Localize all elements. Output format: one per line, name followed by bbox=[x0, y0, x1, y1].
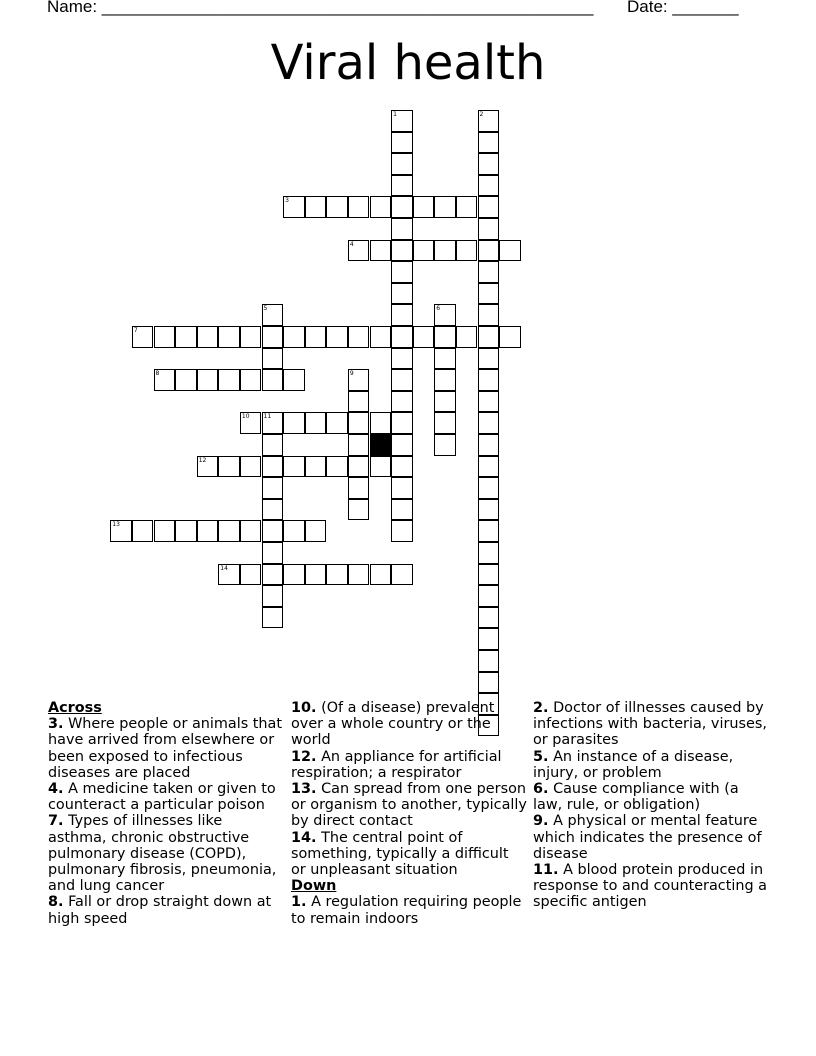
clue-text: Doctor of illnesses caused by infections with bacteria, viruses, or parasites bbox=[533, 700, 767, 749]
clue-down-2 bbox=[533, 700, 769, 749]
grid-cell[interactable] bbox=[218, 520, 240, 542]
grid-cell[interactable] bbox=[478, 456, 500, 478]
clue-text: A regulation requiring people to remain indoors bbox=[291, 894, 522, 927]
grid-cell[interactable] bbox=[262, 369, 284, 391]
grid-cell[interactable] bbox=[348, 499, 370, 521]
grid-cell[interactable] bbox=[499, 240, 521, 262]
grid-cell[interactable] bbox=[391, 240, 413, 262]
clue-across-4 bbox=[48, 781, 284, 813]
grid-cell[interactable] bbox=[391, 348, 413, 370]
date-field[interactable]: Date: _______ bbox=[627, 0, 739, 16]
grid-cell[interactable] bbox=[240, 412, 262, 434]
clue-across-12 bbox=[291, 749, 527, 781]
grid-cell[interactable] bbox=[391, 564, 413, 586]
grid-cell[interactable] bbox=[262, 607, 284, 629]
grid-cell[interactable] bbox=[305, 196, 327, 218]
grid-cell[interactable] bbox=[262, 456, 284, 478]
grid-cell[interactable] bbox=[391, 499, 413, 521]
grid-cell[interactable] bbox=[305, 564, 327, 586]
grid-cell[interactable] bbox=[110, 520, 132, 542]
grid-cell[interactable] bbox=[348, 240, 370, 262]
clue-text: Types of illnesses like asthma, chronic obstructive pulmonary disease (COPD), pulmonary fibrosis, pneumonia, and lung cancer bbox=[48, 813, 277, 895]
grid-cell[interactable] bbox=[478, 283, 500, 305]
grid-cell[interactable] bbox=[391, 110, 413, 132]
grid-cell[interactable] bbox=[478, 240, 500, 262]
grid-cell[interactable] bbox=[391, 412, 413, 434]
page-title: Viral health bbox=[270, 35, 546, 91]
cell-number: 4 bbox=[349, 240, 354, 248]
grid-cell[interactable] bbox=[478, 499, 500, 521]
grid-cell[interactable] bbox=[262, 304, 284, 326]
grid-cell[interactable] bbox=[456, 326, 478, 348]
grid-cell[interactable] bbox=[326, 456, 348, 478]
clue-number: 4. bbox=[48, 781, 64, 798]
grid-cell[interactable] bbox=[326, 564, 348, 586]
grid-cell[interactable] bbox=[175, 326, 197, 348]
clue-text: Fall or drop straight down at high speed bbox=[48, 894, 272, 927]
cell-number: 7 bbox=[133, 327, 138, 334]
grid-cell[interactable] bbox=[132, 520, 154, 542]
grid-cell[interactable] bbox=[413, 326, 435, 348]
grid-cell[interactable] bbox=[434, 412, 456, 434]
grid-cell[interactable] bbox=[262, 348, 284, 370]
grid-cell[interactable] bbox=[478, 477, 500, 499]
grid-cell[interactable] bbox=[478, 153, 500, 175]
grid-cell[interactable] bbox=[456, 240, 478, 262]
grid-cell[interactable] bbox=[478, 196, 500, 218]
grid-cell[interactable] bbox=[154, 520, 176, 542]
clue-number: 13. bbox=[291, 781, 317, 798]
grid-cell[interactable] bbox=[218, 564, 240, 586]
grid-cell[interactable] bbox=[434, 240, 456, 262]
grid-cell[interactable] bbox=[326, 326, 348, 348]
grid-cell[interactable] bbox=[413, 240, 435, 262]
grid-cell[interactable] bbox=[478, 391, 500, 413]
grid-cell[interactable] bbox=[478, 348, 500, 370]
grid-cell[interactable] bbox=[348, 456, 370, 478]
grid-cell[interactable] bbox=[262, 542, 284, 564]
grid-cell[interactable] bbox=[391, 391, 413, 413]
grid-cell[interactable] bbox=[283, 412, 305, 434]
grid-cell[interactable] bbox=[240, 520, 262, 542]
grid-cell[interactable] bbox=[456, 196, 478, 218]
grid-cell[interactable] bbox=[434, 304, 456, 326]
cell-number: 2 bbox=[479, 111, 484, 118]
cell-number: 1 bbox=[393, 111, 397, 118]
clue-across-7 bbox=[48, 813, 284, 894]
grid-cell[interactable] bbox=[478, 628, 500, 650]
grid-cell[interactable] bbox=[283, 369, 305, 391]
grid-cell[interactable] bbox=[391, 477, 413, 499]
grid-cell[interactable] bbox=[391, 153, 413, 175]
grid-cell[interactable] bbox=[478, 650, 500, 672]
across-heading: Across bbox=[48, 700, 102, 716]
clue-text: Cause compliance with (a law, rule, or obligation) bbox=[533, 781, 739, 814]
grid-cell[interactable] bbox=[154, 326, 176, 348]
cell-number: 5 bbox=[263, 305, 268, 313]
clue-text: The central point of something, typically a difficult or unpleasant situation bbox=[291, 829, 509, 879]
cell-number: 11 bbox=[263, 413, 272, 421]
grid-cell[interactable] bbox=[175, 369, 197, 391]
grid-cell[interactable] bbox=[478, 326, 500, 348]
clue-number: 2. bbox=[533, 700, 549, 716]
clue-down-9 bbox=[533, 813, 769, 862]
name-field[interactable]: Name: ____________________________________________________ bbox=[47, 0, 594, 16]
clue-number: 3. bbox=[48, 716, 64, 733]
clue-number: 9. bbox=[533, 813, 549, 830]
grid-cell[interactable] bbox=[240, 564, 262, 586]
grid-cell[interactable] bbox=[370, 326, 392, 348]
grid-cell[interactable] bbox=[434, 348, 456, 370]
clue-number: 11. bbox=[533, 862, 559, 879]
grid-cell[interactable] bbox=[391, 326, 413, 348]
cell-number: 8 bbox=[155, 370, 160, 378]
grid-cell[interactable] bbox=[370, 564, 392, 586]
clue-text: A blood protein produced in response to and counteracting a specific antigen bbox=[533, 862, 767, 911]
grid-cell[interactable] bbox=[262, 585, 284, 607]
grid-cell[interactable] bbox=[391, 132, 413, 154]
grid-cell[interactable] bbox=[391, 456, 413, 478]
grid-cell[interactable] bbox=[283, 326, 305, 348]
grid-cell[interactable] bbox=[240, 456, 262, 478]
clue-text: An instance of a disease, injury, or problem bbox=[533, 748, 734, 781]
grid-cell[interactable] bbox=[218, 456, 240, 478]
clues-column-2 bbox=[291, 700, 527, 927]
cell-number: 6 bbox=[436, 305, 441, 313]
grid-cell[interactable] bbox=[478, 542, 500, 564]
clue-number: 12. bbox=[291, 748, 317, 765]
grid-cell[interactable] bbox=[305, 326, 327, 348]
grid-cell[interactable] bbox=[262, 326, 284, 348]
grid-cell[interactable] bbox=[391, 261, 413, 283]
grid-cell[interactable] bbox=[197, 520, 219, 542]
clue-number: 6. bbox=[533, 781, 549, 798]
grid-cell[interactable] bbox=[132, 326, 154, 348]
grid-cell[interactable] bbox=[326, 196, 348, 218]
black-cell bbox=[370, 434, 392, 456]
clue-across-14 bbox=[291, 830, 527, 879]
clue-number: 1. bbox=[291, 894, 307, 911]
grid-cell[interactable] bbox=[305, 412, 327, 434]
grid-cell[interactable] bbox=[197, 369, 219, 391]
grid-cell[interactable] bbox=[478, 585, 500, 607]
clue-across-10 bbox=[291, 700, 527, 749]
grid-cell[interactable] bbox=[391, 434, 413, 456]
grid-cell[interactable] bbox=[262, 477, 284, 499]
grid-cell[interactable] bbox=[478, 520, 500, 542]
grid-cell[interactable] bbox=[348, 196, 370, 218]
grid-cell[interactable] bbox=[391, 283, 413, 305]
grid-cell[interactable] bbox=[262, 564, 284, 586]
clue-text: Where people or animals that have arrived from elsewhere or been exposed to infectious diseases are placed bbox=[48, 716, 283, 781]
clue-across-13 bbox=[291, 781, 527, 830]
grid-cell[interactable] bbox=[478, 607, 500, 629]
grid-cell[interactable] bbox=[283, 456, 305, 478]
grid-cell[interactable] bbox=[391, 520, 413, 542]
clue-down-1 bbox=[291, 894, 527, 926]
cell-number: 14 bbox=[220, 564, 228, 572]
grid-cell[interactable] bbox=[478, 132, 500, 154]
grid-cell[interactable] bbox=[391, 369, 413, 391]
grid-cell[interactable] bbox=[370, 456, 392, 478]
grid-cell[interactable] bbox=[434, 369, 456, 391]
grid-cell[interactable] bbox=[348, 564, 370, 586]
clue-number: 10. bbox=[291, 700, 317, 716]
grid-cell[interactable] bbox=[499, 326, 521, 348]
grid-cell[interactable] bbox=[478, 434, 500, 456]
grid-cell[interactable] bbox=[413, 196, 435, 218]
grid-cell[interactable] bbox=[283, 564, 305, 586]
grid-cell[interactable] bbox=[348, 477, 370, 499]
grid-cell[interactable] bbox=[478, 412, 500, 434]
grid-cell[interactable] bbox=[326, 412, 348, 434]
clue-text: An appliance for artificial respiration; a respirator bbox=[291, 748, 502, 781]
cell-number: 12 bbox=[198, 456, 207, 464]
grid-cell[interactable] bbox=[478, 369, 500, 391]
grid-cell[interactable] bbox=[283, 520, 305, 542]
grid-cell[interactable] bbox=[434, 391, 456, 413]
grid-cell[interactable] bbox=[197, 456, 219, 478]
cell-number: 9 bbox=[349, 370, 354, 378]
grid-cell[interactable] bbox=[262, 520, 284, 542]
grid-cell[interactable] bbox=[434, 196, 456, 218]
grid-cell[interactable] bbox=[305, 520, 327, 542]
grid-cell[interactable] bbox=[391, 218, 413, 240]
grid-cell[interactable] bbox=[348, 434, 370, 456]
grid-cell[interactable] bbox=[154, 369, 176, 391]
clue-text: (Of a disease) prevalent over a whole country or the world bbox=[291, 700, 495, 749]
clue-number: 7. bbox=[48, 813, 64, 830]
clue-down-11 bbox=[533, 862, 769, 911]
grid-cell[interactable] bbox=[348, 326, 370, 348]
grid-cell[interactable] bbox=[478, 261, 500, 283]
clue-across-8 bbox=[48, 894, 284, 926]
grid-cell[interactable] bbox=[478, 110, 500, 132]
grid-cell[interactable] bbox=[391, 196, 413, 218]
grid-cell[interactable] bbox=[218, 326, 240, 348]
clue-text: A medicine taken or given to counteract a particular poison bbox=[48, 781, 276, 814]
clue-down-6 bbox=[533, 781, 769, 813]
cell-number: 13 bbox=[112, 521, 120, 529]
grid-cell[interactable] bbox=[348, 391, 370, 413]
cell-number: 10 bbox=[241, 413, 250, 421]
clues-column-3 bbox=[533, 700, 769, 911]
clue-text: Can spread from one person or organism to another, typically by direct contact bbox=[291, 781, 527, 830]
grid-cell[interactable] bbox=[391, 175, 413, 197]
grid-cell[interactable] bbox=[262, 434, 284, 456]
grid-cell[interactable] bbox=[218, 369, 240, 391]
clue-number: 5. bbox=[533, 748, 549, 765]
grid-cell[interactable] bbox=[434, 326, 456, 348]
grid-cell[interactable] bbox=[391, 304, 413, 326]
clue-across-3 bbox=[48, 716, 284, 781]
grid-cell[interactable] bbox=[434, 434, 456, 456]
grid-cell[interactable] bbox=[175, 520, 197, 542]
grid-cell[interactable] bbox=[370, 412, 392, 434]
clue-text: A physical or mental feature which indicates the presence of disease bbox=[533, 813, 762, 862]
grid-cell[interactable] bbox=[478, 564, 500, 586]
grid-cell[interactable] bbox=[478, 218, 500, 240]
grid-cell[interactable] bbox=[478, 175, 500, 197]
grid-cell[interactable] bbox=[240, 326, 262, 348]
grid-cell[interactable] bbox=[478, 672, 500, 694]
grid-cell[interactable] bbox=[240, 369, 262, 391]
grid-cell[interactable] bbox=[305, 456, 327, 478]
clue-number: 8. bbox=[48, 894, 64, 911]
grid-cell[interactable] bbox=[283, 196, 305, 218]
grid-cell[interactable] bbox=[262, 412, 284, 434]
grid-cell[interactable] bbox=[370, 196, 392, 218]
clues-column-1 bbox=[48, 700, 284, 927]
grid-cell[interactable] bbox=[197, 326, 219, 348]
grid-cell[interactable] bbox=[478, 304, 500, 326]
clue-number: 14. bbox=[291, 829, 317, 846]
cell-number: 3 bbox=[285, 197, 289, 205]
clue-down-5 bbox=[533, 749, 769, 781]
grid-cell[interactable] bbox=[370, 240, 392, 262]
grid-cell[interactable] bbox=[348, 412, 370, 434]
down-heading: Down bbox=[291, 878, 337, 895]
grid-cell[interactable] bbox=[262, 499, 284, 521]
grid-cell[interactable] bbox=[348, 369, 370, 391]
